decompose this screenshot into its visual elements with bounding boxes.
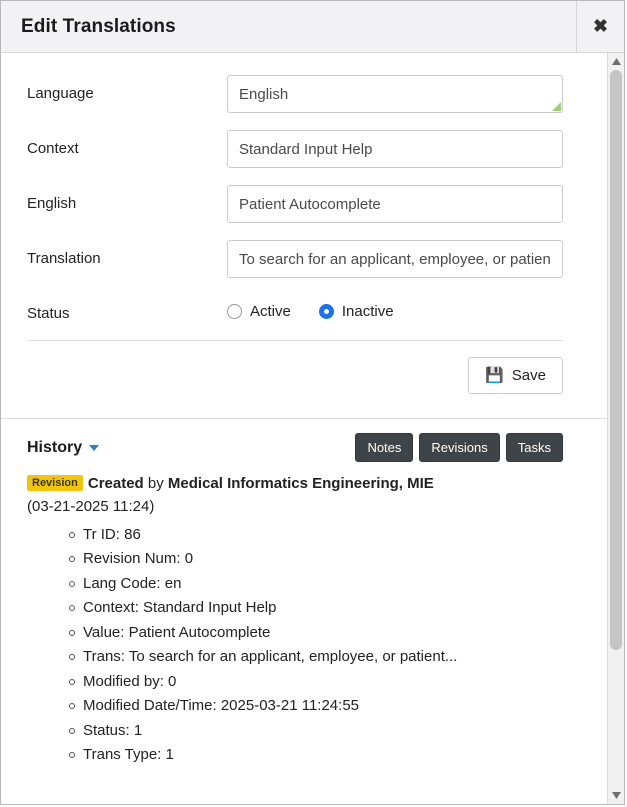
form-row-context <box>27 130 563 168</box>
history-tabs <box>355 433 563 462</box>
save-button[interactable] <box>468 357 563 394</box>
close-icon[interactable]: ✖ <box>576 1 624 52</box>
history-entry-by: by <box>147 475 164 492</box>
dialog-title: Edit Translations <box>21 15 176 37</box>
radio-active-icon[interactable] <box>227 304 242 319</box>
dialog-body <box>1 53 624 804</box>
history-toggle[interactable] <box>27 439 99 457</box>
translation-label: Translation <box>27 250 101 267</box>
scrollbar-track[interactable] <box>608 70 624 787</box>
history-header <box>1 419 607 462</box>
vertical-scrollbar[interactable] <box>607 53 624 804</box>
status-option-inactive[interactable] <box>319 303 394 320</box>
scroll-down-icon[interactable] <box>608 787 624 804</box>
context-input[interactable] <box>227 130 563 168</box>
list-item: Trans: To search for an applicant, employee, or patient... <box>83 645 581 670</box>
scroll-up-icon[interactable] <box>608 53 624 70</box>
list-item: Lang Code: en <box>83 572 581 597</box>
list-item: Modified Date/Time: 2025-03-21 11:24:55 <box>83 694 581 719</box>
list-item: Status: 1 <box>83 719 581 744</box>
list-item: Context: Standard Input Help <box>83 596 581 621</box>
dialog-titlebar <box>1 1 624 53</box>
history-entry <box>1 462 607 768</box>
english-input[interactable] <box>227 185 563 223</box>
language-input[interactable] <box>227 75 563 113</box>
translation-input[interactable] <box>227 240 563 278</box>
tab-notes[interactable]: Notes <box>355 433 413 462</box>
status-radio-group <box>227 295 563 320</box>
list-item: Tr ID: 86 <box>83 523 581 548</box>
form-row-translation <box>27 240 563 278</box>
scrollbar-thumb[interactable] <box>610 70 622 650</box>
form-row-status <box>27 295 563 322</box>
english-label: English <box>27 195 77 212</box>
english-field-wrap <box>227 185 563 223</box>
history-entry-author: Medical Informatics Engineering, MIE <box>167 475 434 492</box>
save-button-label: Save <box>511 367 546 384</box>
language-field-wrap <box>227 75 563 113</box>
list-item: Modified by: 0 <box>83 670 581 695</box>
history-entry-timestamp: (03-21-2025 11:24) <box>27 498 155 516</box>
status-inactive-label: Inactive <box>341 303 394 320</box>
list-item: Revision Num: 0 <box>83 547 581 572</box>
context-label: Context <box>27 140 79 157</box>
status-active-label: Active <box>250 303 291 320</box>
status-label: Status <box>27 305 70 322</box>
save-icon: 💾 <box>485 367 504 384</box>
form-row-language <box>27 75 563 113</box>
history-entry-action: Created <box>87 475 144 492</box>
context-field-wrap <box>227 130 563 168</box>
translation-form <box>1 53 607 322</box>
history-title-label: History <box>27 438 83 456</box>
list-item: Value: Patient Autocomplete <box>83 621 581 646</box>
language-label: Language <box>27 85 94 102</box>
translation-field-wrap <box>227 240 563 278</box>
status-badge: Revision <box>27 475 83 491</box>
history-detail-list <box>27 523 581 768</box>
dialog-content <box>1 53 607 804</box>
tab-tasks[interactable]: Tasks <box>506 433 563 462</box>
list-item: Trans Type: 1 <box>83 743 581 768</box>
chevron-down-icon[interactable] <box>89 445 99 451</box>
save-row <box>1 341 607 394</box>
tab-revisions[interactable]: Revisions <box>419 433 499 462</box>
radio-inactive-icon[interactable] <box>319 304 334 319</box>
status-option-active[interactable] <box>227 303 291 320</box>
form-row-english <box>27 185 563 223</box>
status-field-wrap <box>227 295 563 320</box>
